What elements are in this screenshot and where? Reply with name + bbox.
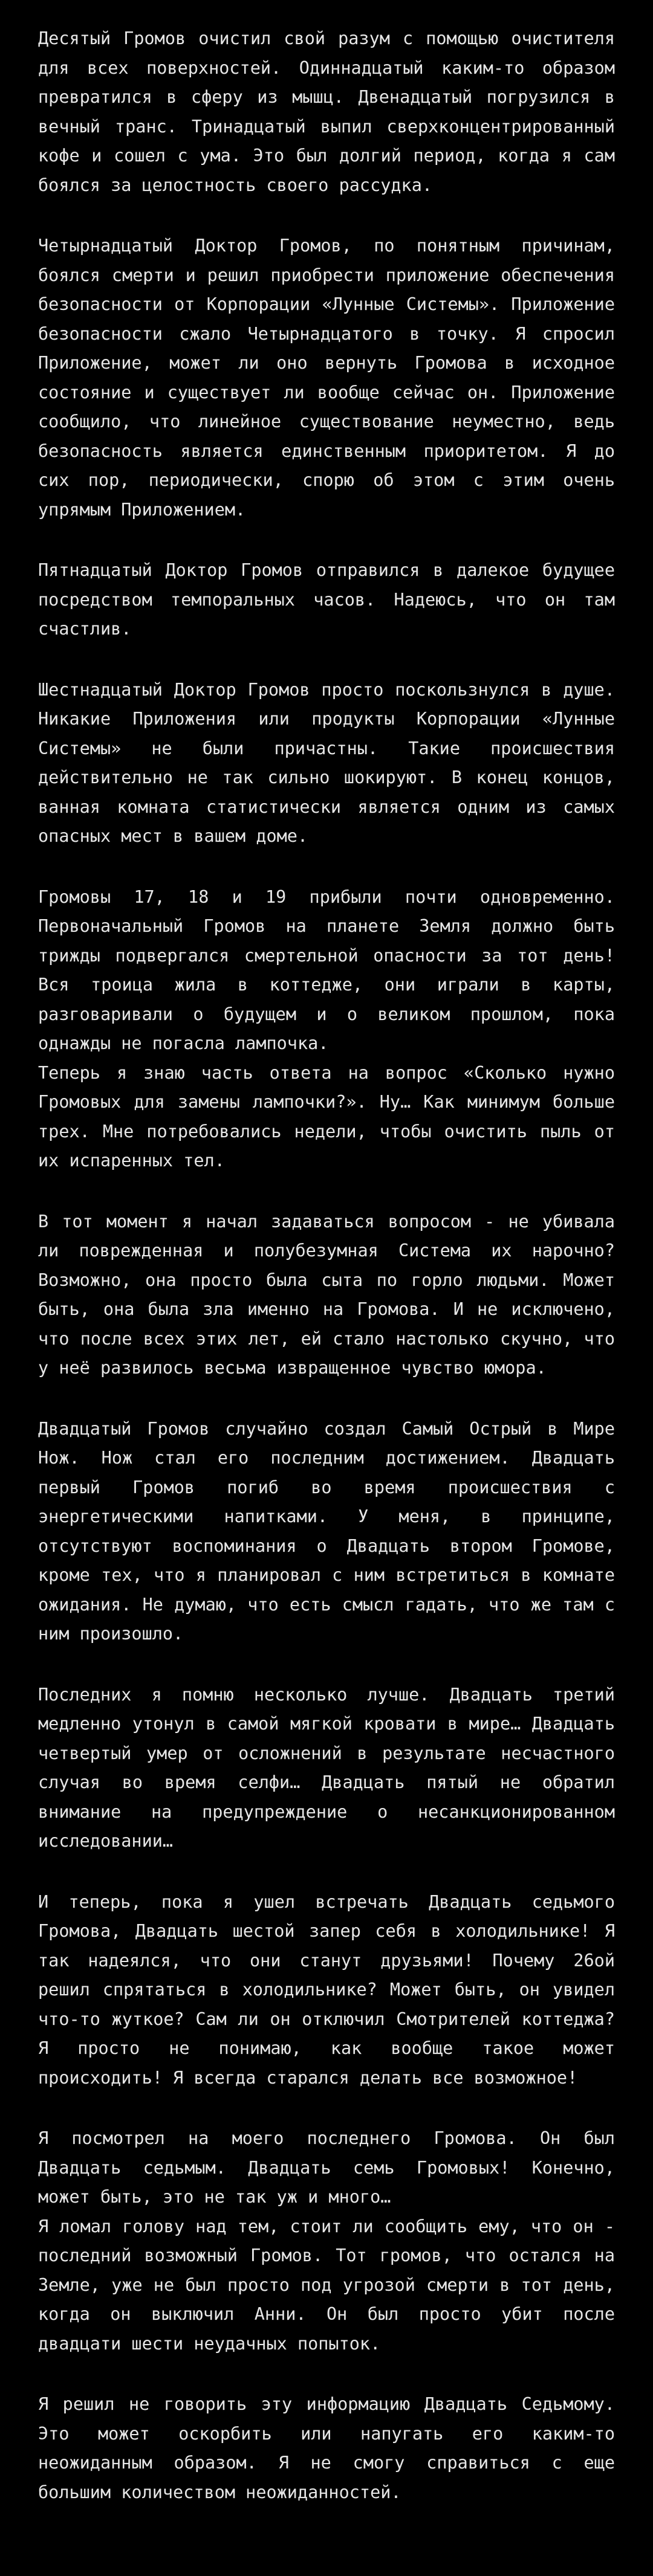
- paragraph-line: Десятый Громов очистил свой разум с помощью очистителя для всех поверхностей. Одиннадцатый каким-то образом превратился в сферу из мышц. Двенадцатый погрузился в вечный транс. Тринадцатый выпил сверхконцентрированный кофе и сошел с ума. Это был долгий период, когда я сам боялся за целостность своего рассудка.: [38, 28, 615, 195]
- paragraph-decision: [38, 2390, 615, 2507]
- paragraph-27th: [38, 2124, 615, 2358]
- paragraph-line: В тот момент я начал задаваться вопросом - не убивала ли поврежденная и полубезумная Система их нарочно? Возможно, она просто была сыта по горло людьми. Может быть, она была зла именно на Громова. И не исключено, что после всех этих лет, ей стало настолько скучно, что у неё развилось весьма извращенное чувство юмора.: [38, 1211, 615, 1378]
- paragraph-23-25: [38, 1680, 615, 1856]
- paragraph-line: Последних я помню несколько лучше. Двадцать третий медленно утонул в самой мягкой кровати в мире… Двадцать четвертый умер от осложнений в результате несчастного случая во время селфи… Двадцать пятый не обратил внимание на предупреждение о несанкционированном исследовании…: [38, 1684, 615, 1851]
- paragraph-26-fridge: [38, 1888, 615, 2093]
- paragraph-20-22: [38, 1415, 615, 1649]
- paragraph-line: Я ломал голову над тем, стоит ли сообщить ему, что он - последний возможный Громов. Тот громов, что остался на Земле, уже не был просто под угрозой смерти в тот день, когда он выключил Анни. Он был просто убит после двадцати шести неудачных попыток.: [38, 2216, 615, 2354]
- paragraph-15th-future: [38, 556, 615, 644]
- paragraph-line: Я решил не говорить эту информацию Двадцать Седьмому. Это может оскорбить или напугать его каким-то неожиданным образом. Я не смогу справиться с еще большим количеством неожиданностей.: [38, 2394, 615, 2502]
- paragraph-14th-security-app: [38, 231, 615, 525]
- paragraph-line: Шестнадцатый Доктор Громов просто поскользнулся в душе. Никакие Приложения или продукты Корпорации «Лунные Системы» не были причастны. Такие происшествия действительно не так сильно шокируют. В конец концов, ванная комната статистически является одним из самых опасных мест в вашем доме.: [38, 679, 615, 846]
- paragraph-line: И теперь, пока я ушел встречать Двадцать седьмого Громова, Двадцать шестой запер себя в холодильнике! Я так надеялся, что они станут друзьями! Почему 26ой решил спрятаться в холодильнике? Может быть, он увидел что-то жуткое? Сам ли он отключил Смотрителей коттеджа? Я просто не понимаю, как вообще такое может происходить! Я всегда старался делать все возможное!: [38, 1891, 615, 2088]
- paragraph-10-14th: [38, 24, 615, 200]
- paragraph-line: Теперь я знаю часть ответа на вопрос «Сколько нужно Громовых для замены лампочки?». Ну… Как минимум больше трех. Мне потребовались недели, чтобы очистить пыль от их испаренных тел.: [38, 1062, 615, 1170]
- paragraph-line: Двадцатый Громов случайно создал Самый Острый в Мире Нож. Нож стал его последним достижением. Двадцать первый Громов погиб во время происшествия с энергетическими напитками. У меня, в принципе, отсутствуют воспоминания о Двадцать втором Громове, кроме тех, что я планировал с ним встретиться в комнате ожидания. Не думаю, что есть смысл гадать, что же там с ним произошло.: [38, 1418, 615, 1644]
- paragraph-17-19-lightbulb: [38, 883, 615, 1176]
- paragraph-16th-shower: [38, 676, 615, 851]
- paragraph-line: Громовы 17, 18 и 19 прибыли почти одновременно. Первоначальный Громов на планете Земля должно быть трижды подвергался смертельной опасности за тот день! Вся троица жила в коттедже, они играли в карты, разговаривали о будущем и о великом прошлом, пока однажды не погасла лампочка.: [38, 886, 615, 1053]
- paragraph-line: Я посмотрел на моего последнего Громова. Он был Двадцать седьмым. Двадцать семь Громовых! Конечно, может быть, это не так уж и много…: [38, 2128, 615, 2207]
- paragraph-line: Четырнадцатый Доктор Громов, по понятным причинам, боялся смерти и решил приобрести приложение обеспечения безопасности от Корпорации «Лунные Системы». Приложение безопасности сжало Четырнадцатого в точку. Я спросил Приложение, может ли оно вернуть Громова в исходное состояние и существует ли вообще сейчас он. Приложение сообщило, что линейное существование неуместно, ведь безопасность является единственным приоритетом. Я до сих пор, периодически, спорю об этом с этим очень упрямым Приложением.: [38, 236, 615, 520]
- paragraph-line: Пятнадцатый Доктор Громов отправился в далекое будущее посредством темпоральных часов. Надеюсь, что он там счастлив.: [38, 560, 615, 639]
- paragraph-system-doubt: [38, 1207, 615, 1383]
